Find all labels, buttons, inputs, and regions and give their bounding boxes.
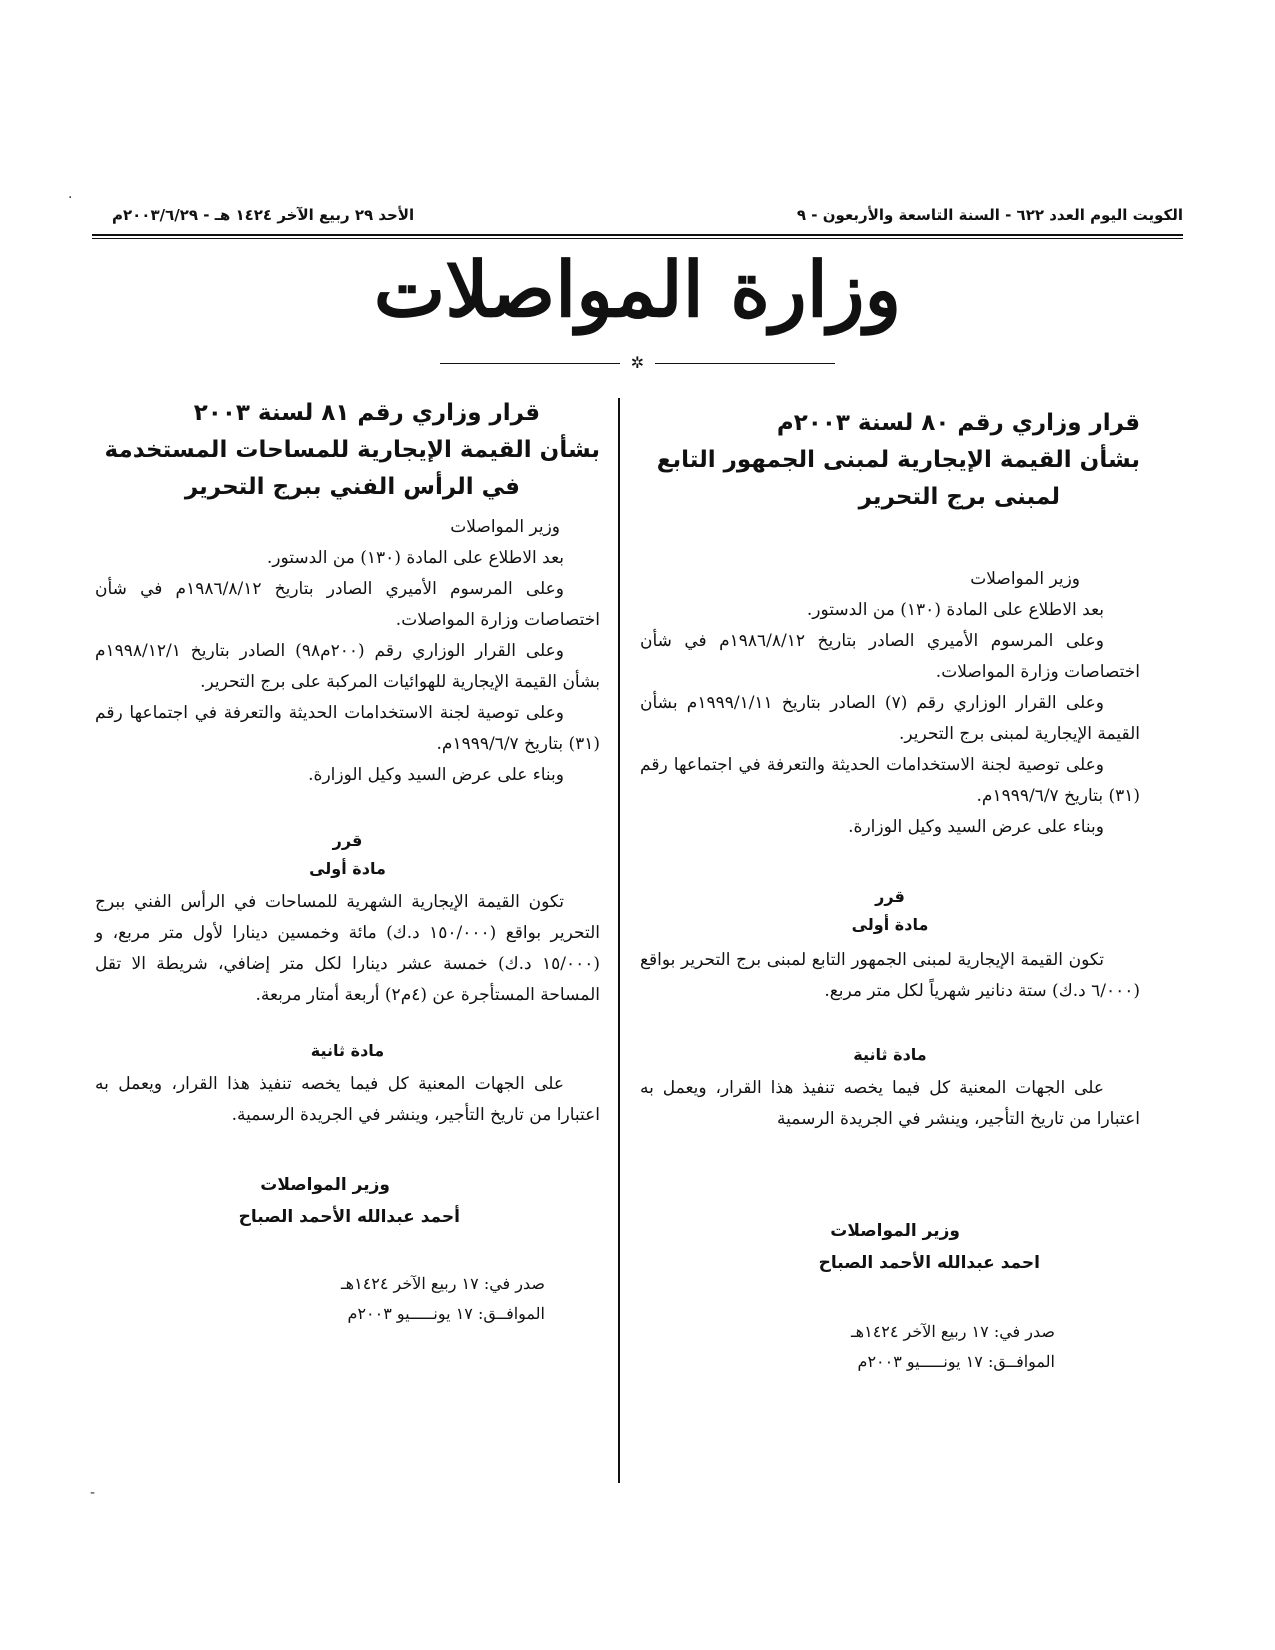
decree-81-title-line-3: في الرأس الفني ببرج التحرير [184,474,520,500]
scan-speck: · [68,190,73,206]
header-issue-info: الكويت اليوم العدد ٦٢٢ - السنة التاسعة والأربعون - ٩ [796,206,1183,224]
decree-80-title-line-3: لمبنى برج التحرير [858,484,1060,510]
decree-81-issued-date: صدر في: ١٧ ربيع الآخر ١٤٢٤هـ [340,1274,545,1293]
decree-80-minister: وزير المواصلات [970,569,1080,589]
decree-80-article-2-title: مادة ثانية [853,1045,927,1064]
decree-80-title-line-2: بشأن القيمة الإيجارية لمبنى الجمهور التابع [656,447,1140,473]
scan-speck-bottom: ‐ [90,1485,96,1501]
decree-80-signature-name: احمد عبدالله الأحمد الصباح [818,1253,1040,1273]
decree-81-preamble-1: بعد الاطلاع على المادة (١٣٠) من الدستور. [266,548,564,568]
decree-81-article-1-title: مادة أولى [309,859,386,878]
decree-81-signature-title: وزير المواصلات [260,1175,390,1195]
ministry-title: وزارة المواصلات [373,245,902,334]
decree-80-article-1-text: تكون القيمة الإيجارية لمبنى الجمهور التابع لمبنى برج التحرير بواقع (٦/٠٠٠ د.ك) ستة دنانير شهرياً لكل متر مربع. [640,950,1140,1001]
decree-80-preamble-5: وبناء على عرض السيد وكيل الوزارة. [848,817,1104,837]
decree-81-signature-name: أحمد عبدالله الأحمد الصباح [238,1207,460,1227]
decree-80-corresponding-date: الموافــق: ١٧ يونـــــيو ٢٠٠٣م [857,1352,1055,1371]
decree-80-preamble-2: وعلى المرسوم الأميري الصادر بتاريخ ١٩٨٦/٨/١٢م في شأن اختصاصات وزارة المواصلات. [640,631,1140,682]
decree-81-corresponding-date: الموافــق: ١٧ يونـــــيو ٢٠٠٣م [347,1304,545,1323]
decree-80-preamble-4: وعلى توصية لجنة الاستخدامات الحديثة والتعرفة في اجتماعها رقم (٣١) بتاريخ ١٩٩٩/٦/٧م. [640,755,1140,806]
decree-81-decided: قرر [332,831,363,850]
decree-81-article-2-title: مادة ثانية [310,1041,385,1060]
decree-80-signature-title: وزير المواصلات [830,1221,960,1241]
decree-80 [640,405,1140,1377]
decree-80-title-line-1: قرار وزاري رقم ٨٠ لسنة ٢٠٠٣م [776,410,1140,436]
decree-81-title-line-2: بشأن القيمة الإيجارية للمساحات المستخدمة [104,437,600,463]
decree-81-title-line-1: قرار وزاري رقم ٨١ لسنة ٢٠٠٣ [193,400,540,426]
decree-81-preamble-4: وعلى توصية لجنة الاستخدامات الحديثة والتعرفة في اجتماعها رقم (٣١) بتاريخ ١٩٩٩/٦/٧م. [95,703,600,754]
decree-81 [95,395,600,1329]
decree-81-minister: وزير المواصلات [450,517,560,537]
decree-80-decided: قرر [875,887,905,906]
decree-81-article-1-text: تكون القيمة الإيجارية الشهرية للمساحات في الرأس الفني ببرج التحرير بواقع (١٥٠/٠٠٠ د.ك) مائة وخمسين دينارا لأول متر مربع، و (١٥/٠٠٠ د.ك) خمسة عشر دينارا لكل متر إضافي، شريطة الا تقل المساحة المستأجرة عن (٤م٢) أربعة أمتار مربعة. [95,892,601,1005]
decree-80-issued-date: صدر في: ١٧ ربيع الآخر ١٤٢٤هـ [850,1322,1055,1341]
decree-81-preamble-2: وعلى المرسوم الأميري الصادر بتاريخ ١٩٨٦/٨/١٢م في شأن اختصاصات وزارة المواصلات. [95,579,600,630]
decree-80-preamble-1: بعد الاطلاع على المادة (١٣٠) من الدستور. [806,600,1104,620]
decree-81-preamble-5: وبناء على عرض السيد وكيل الوزارة. [308,765,564,785]
decree-81-preamble-3: وعلى القرار الوزاري رقم (٢٠٠م٩٨) الصادر بتاريخ ١٩٩٨/١٢/١م بشأن القيمة الإيجارية للهوائيات المركبة على برج التحرير. [95,641,600,692]
column-divider [618,398,620,1483]
header-rule [92,234,1183,239]
decree-80-article-1-title: مادة أولى [851,915,929,934]
decree-81-article-2-text: على الجهات المعنية كل فيما يخصه تنفيذ هذا القرار، ويعمل به اعتبارا من تاريخ التأجير، وينشر في الجريدة الرسمية. [95,1074,600,1125]
decree-80-preamble-3: وعلى القرار الوزاري رقم (٧) الصادر بتاريخ ١٩٩٩/١/١١م بشأن القيمة الإيجارية لمبنى برج التحرير. [640,693,1140,744]
decree-80-article-2-text: على الجهات المعنية كل فيما يخصه تنفيذ هذا القرار، ويعمل به اعتبارا من تاريخ التأجير، وينشر في الجريدة الرسمية [640,1078,1140,1129]
header-date: الأحد ٢٩ ربيع الآخر ١٤٢٤ هـ - ٢٠٠٣/٦/٢٩م [112,206,415,224]
ornament-star-icon: ✲ [630,353,645,372]
